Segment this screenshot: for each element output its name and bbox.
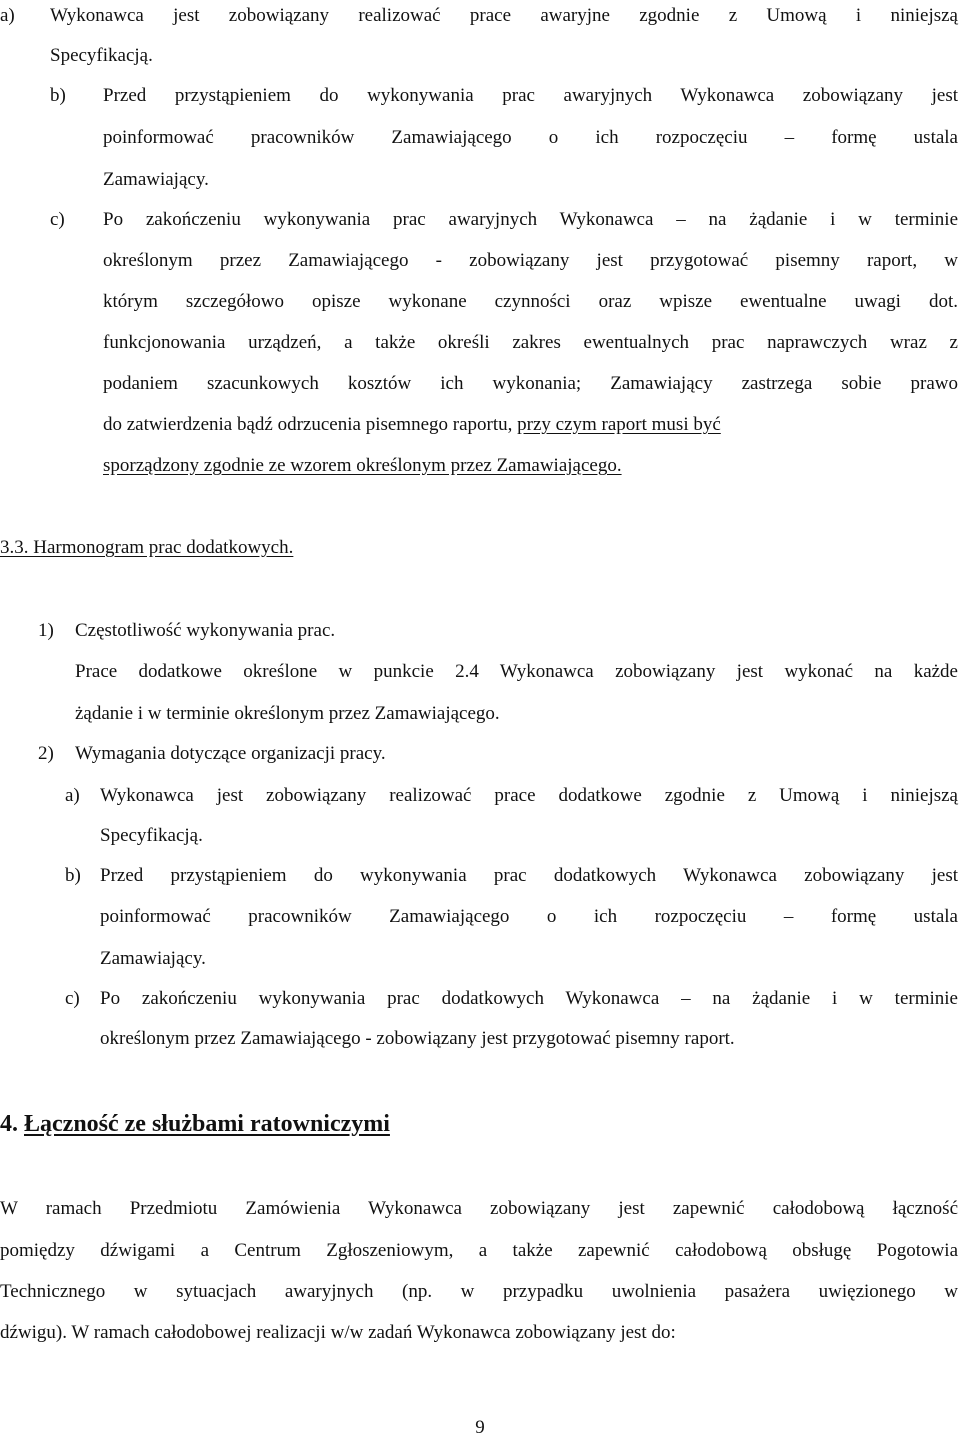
- underlined-text: przy czym raport musi być: [517, 414, 721, 435]
- list-marker: b): [50, 85, 66, 106]
- paragraph-line: Wykonawca jest zobowiązany realizować prace dodatkowe zgodnie z Umową i niniejszą: [100, 785, 958, 806]
- list-marker: 1): [38, 620, 54, 641]
- paragraph-line: Specyfikacją.: [100, 825, 203, 846]
- item-title: Częstotliwość wykonywania prac.: [75, 620, 336, 641]
- paragraph-line: podaniem szacunkowych kosztów ich wykonania; Zamawiający zastrzega sobie prawo: [103, 373, 958, 394]
- paragraph-line: określonym przez Zamawiającego - zobowiązany jest przygotować pisemny raport, w: [103, 250, 958, 271]
- paragraph-line: Zamawiający.: [100, 948, 206, 969]
- paragraph-line: Przed przystąpieniem do wykonywania prac dodatkowych Wykonawca zobowiązany jest: [100, 865, 958, 886]
- paragraph-line: poinformować pracowników Zamawiającego o ich rozpoczęciu – formę ustala: [100, 906, 958, 927]
- paragraph-line: Przed przystąpieniem do wykonywania prac awaryjnych Wykonawca zobowiązany jest: [103, 85, 958, 106]
- section-number: 4.: [0, 1111, 24, 1137]
- section-title: Łączność ze służbami ratowniczymi: [24, 1111, 390, 1137]
- paragraph-line: [103, 413, 958, 437]
- list-marker: c): [65, 988, 80, 1009]
- paragraph-line: Po zakończeniu wykonywania prac dodatkowych Wykonawca – na żądanie i w terminie: [100, 988, 958, 1009]
- item-title: Wymagania dotyczące organizacji pracy.: [75, 743, 386, 764]
- paragraph-line: dźwigu). W ramach całodobowej realizacji w/w zadań Wykonawca zobowiązany jest do:: [0, 1322, 676, 1343]
- section-heading-4: [0, 1109, 390, 1139]
- page-number: 9: [475, 1417, 485, 1438]
- paragraph-line: Wykonawca jest zobowiązany realizować prace awaryjne zgodnie z Umową i niniejszą: [50, 5, 958, 26]
- list-marker: 2): [38, 743, 54, 764]
- list-marker: a): [65, 785, 80, 806]
- paragraph-line: którym szczegółowo opisze wykonane czynności oraz wpisze ewentualne uwagi dot.: [103, 291, 958, 312]
- paragraph-line: określonym przez Zamawiającego - zobowiązany jest przygotować pisemny raport.: [100, 1028, 735, 1049]
- paragraph-line: Technicznego w sytuacjach awaryjnych (np. w przypadku uwolnienia pasażera uwięzionego w: [0, 1281, 958, 1302]
- paragraph-line: poinformować pracowników Zamawiającego o ich rozpoczęciu – formę ustala: [103, 127, 958, 148]
- underlined-text: sporządzony zgodnie ze wzorem określonym przez Zamawiającego.: [103, 455, 622, 476]
- paragraph-line: Prace dodatkowe określone w punkcie 2.4 Wykonawca zobowiązany jest wykonać na każde: [75, 661, 958, 682]
- paragraph-line: żądanie i w terminie określonym przez Zamawiającego.: [75, 703, 500, 724]
- section-heading-3-3: 3.3. Harmonogram prac dodatkowych.: [0, 537, 294, 558]
- paragraph-line: Po zakończeniu wykonywania prac awaryjnych Wykonawca – na żądanie i w terminie: [103, 209, 958, 230]
- paragraph-line: pomiędzy dźwigami a Centrum Zgłoszeniowym, a także zapewnić całodobową obsługę Pogotowia: [0, 1240, 958, 1261]
- list-marker: b): [65, 865, 81, 886]
- paragraph-line: Specyfikacją.: [50, 45, 153, 66]
- paragraph-line: funkcjonowania urządzeń, a także określi zakres ewentualnych prac naprawczych wraz z: [103, 332, 958, 353]
- list-marker: a): [0, 5, 15, 26]
- paragraph-line: Zamawiający.: [103, 169, 209, 190]
- list-marker: c): [50, 209, 65, 230]
- paragraph-text: do zatwierdzenia bądź odrzucenia pisemnego raportu,: [103, 414, 518, 435]
- paragraph-line: W ramach Przedmiotu Zamówienia Wykonawca zobowiązany jest zapewnić całodobową łączność: [0, 1198, 958, 1219]
